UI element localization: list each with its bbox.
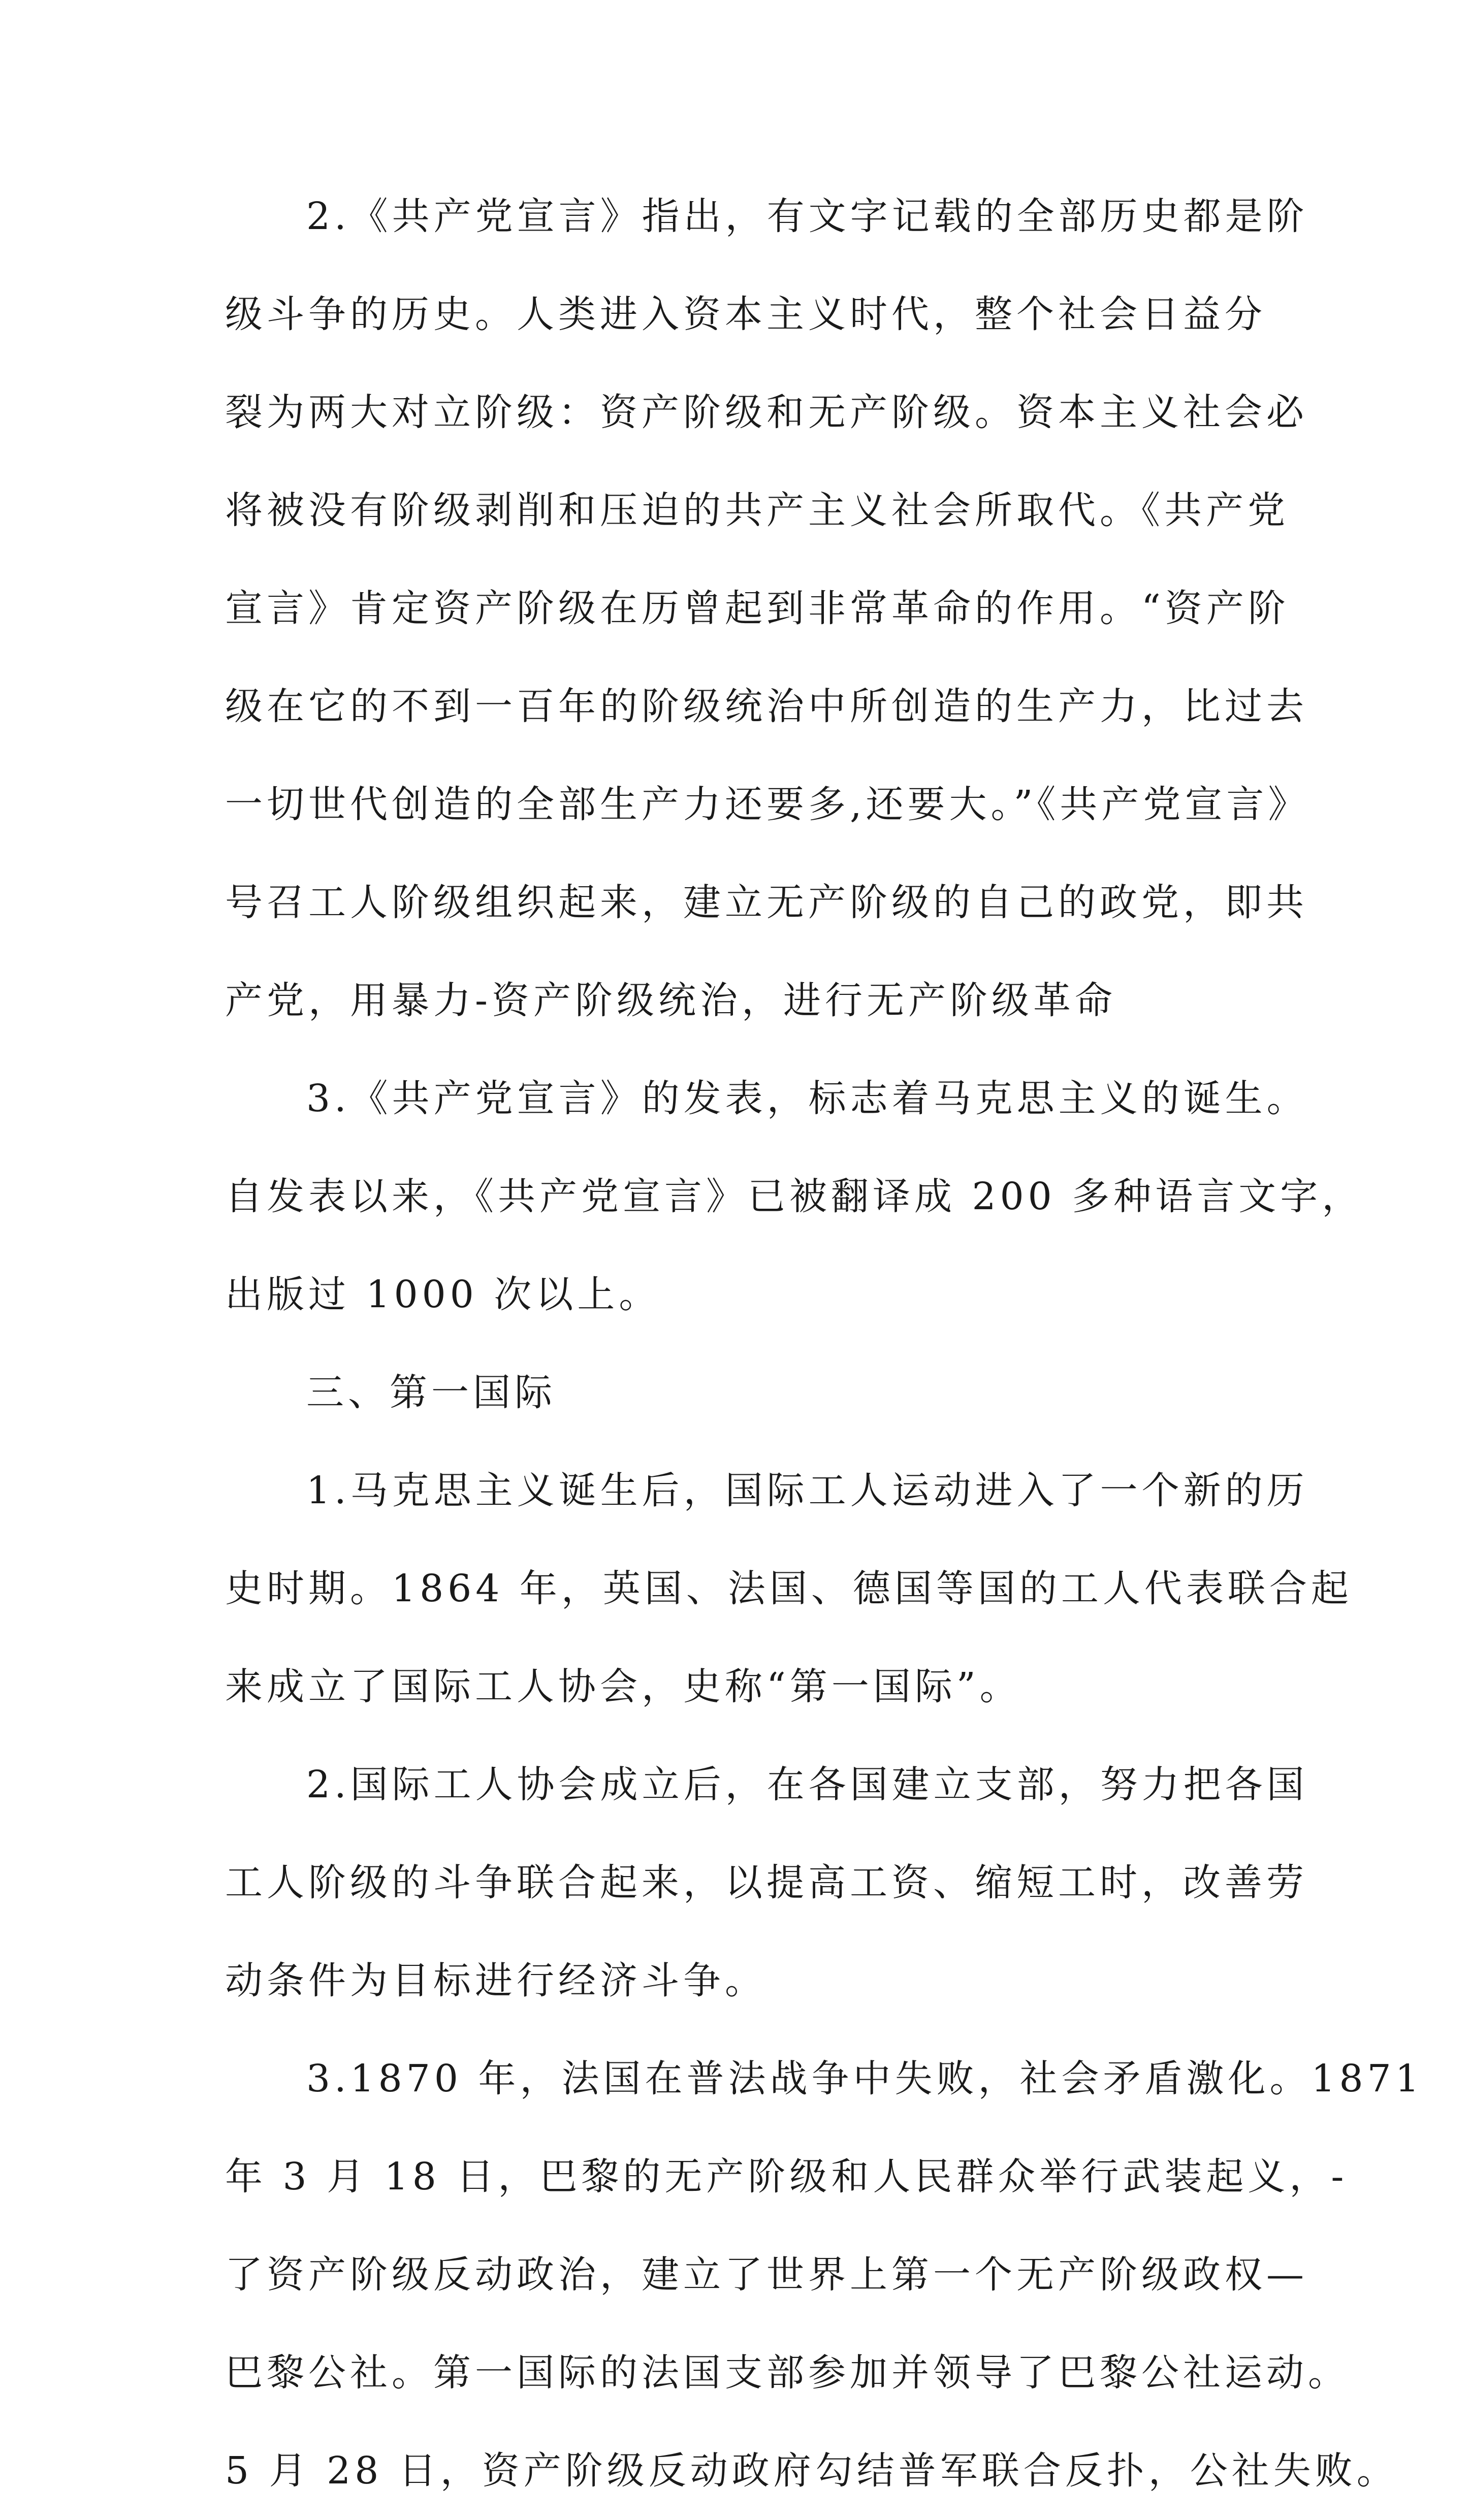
text-line: 裂为两大对立阶级：资产阶级和无产阶级。资本主义社会必 [225,391,1308,434]
document-body [225,168,1423,2520]
section-heading-first-international [225,1344,1246,1442]
text-line: 了资产阶级反动政治，建立了世界上第一个无产阶级政权— [225,2253,1308,2297]
section-heading: 三、第一国际 [306,1371,556,1414]
text-line: 3.《共产党宣言》的发表，标志着马克思主义的诞生。 [306,1077,1308,1120]
text-line: 级斗争的历史。人类进入资本主义时代，整个社会日益分 [225,293,1266,336]
text-line: 产党，用暴力-资产阶级统治，进行无产阶级革命 [225,979,1117,1022]
text-line: 2.《共产党宣言》指出，有文字记载的全部历史都是阶 [306,195,1308,238]
text-line: 巴黎公社。第一国际的法国支部参加并领导了巴黎公社运动。 [225,2351,1350,2395]
text-line: 出版过 1000 次以上。 [225,1273,661,1316]
text-line: 1.马克思主义诞生后，国际工人运动进入了一个新的历 [306,1469,1308,1512]
paragraph-manifesto-significance [225,1050,1364,1344]
paragraph-international-branches [225,1736,1308,2030]
text-line: 号召工人阶级组织起来，建立无产阶级的自己的政党，即共 [225,881,1308,924]
text-line: 工人阶级的斗争联合起来，以提高工资、缩短工时，改善劳 [225,1861,1308,1904]
text-line: 5 月 28 日，资产阶级反动政府勾结普军联合反扑，公社失败。 [225,2449,1398,2493]
text-line: 级在它的不到一百年的阶级统治中所创造的生产力，比过去 [225,685,1308,728]
text-line: 史时期。1864 年，英国、法国、德国等国的工人代表联合起 [225,1567,1353,1610]
paragraph-paris-commune [225,2030,1423,2520]
text-line: 宣言》肯定资产阶级在历曾起到非常革命的作用。“资产阶 [225,587,1290,630]
text-line: 来成立了国际工人协会，史称“第一国际”。 [225,1665,1021,1708]
text-line: 2.国际工人协会成立后，在各国建立支部，努力把各国 [306,1763,1308,1806]
text-line: 3.1870 年，法国在普法战争中失败，社会矛盾激化。1871 [306,2057,1423,2101]
text-line: 自发表以来，《共产党宣言》已被翻译成 200 多种语言文字， [225,1175,1364,1218]
text-line: 将被没有阶级剥削和压迫的共产主义社会所取代。《共产党 [225,489,1289,532]
text-line: 动条件为目标进行经济斗争。 [225,1959,766,2002]
text-line: 年 3 月 18 日，巴黎的无产阶级和人民群众举行武装起义，- [225,2155,1348,2199]
paragraph-international-founding [225,1442,1353,1736]
paragraph-manifesto-content [225,168,1310,1050]
text-line: 一切世代创造的全部生产力还要多,还要大。”《共产党宣言》 [225,783,1310,826]
